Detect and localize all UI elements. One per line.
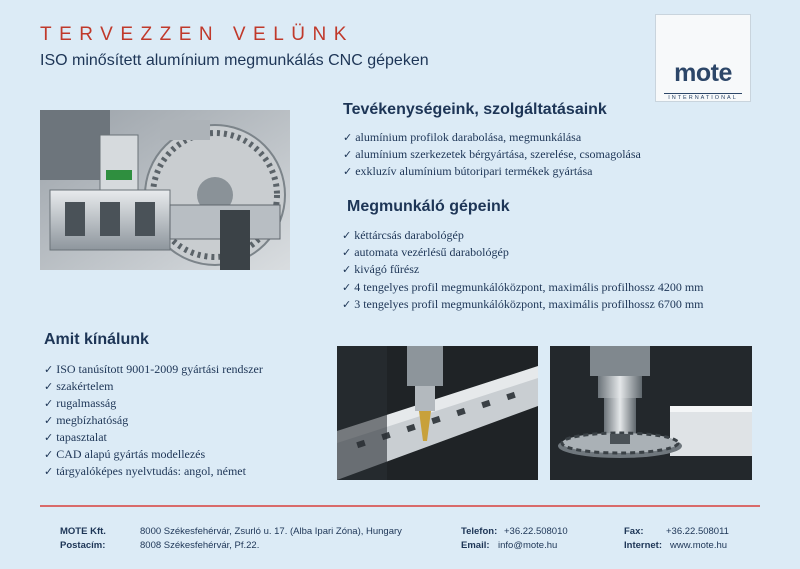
check-icon: ✓ <box>44 380 54 393</box>
list-item: ✓ 4 tengelyes profil megmunkálóközpont, maximális profilhossz 4200 mm <box>342 279 704 294</box>
check-icon: ✓ <box>44 465 54 478</box>
check-icon: ✓ <box>343 131 353 144</box>
footer-divider <box>40 505 760 507</box>
subtitle: ISO minősített alumínium megmunkálás CNC gépeken <box>40 52 429 69</box>
check-icon: ✓ <box>44 448 54 461</box>
footer-postal-label: Postacím: <box>60 540 106 551</box>
check-icon: ✓ <box>44 414 54 427</box>
footer-postal-address: 8008 Székesfehérvár, Pf.22. <box>140 540 260 551</box>
list-item: ✓ kivágó fűrész <box>342 262 420 277</box>
footer-email-link[interactable]: info@mote.hu <box>498 540 558 551</box>
check-icon: ✓ <box>342 246 352 260</box>
check-icon: ✓ <box>44 363 54 376</box>
check-icon: ✓ <box>343 165 353 179</box>
check-icon: ✓ <box>44 397 54 410</box>
footer-internet-label: Internet: <box>624 540 662 551</box>
check-icon: ✓ <box>342 263 352 277</box>
offer-title: Amit kínálunk <box>44 331 149 348</box>
machines-section <box>342 198 704 313</box>
check-icon: ✓ <box>44 431 54 444</box>
company-logo[interactable] <box>655 14 751 102</box>
milling-head-photo <box>550 346 752 480</box>
footer-company-address: 8000 Székesfehérvár, Zsurló u. 17. (Alba Ipari Zóna), Hungary <box>140 526 402 537</box>
list-item: ✓ CAD alapú gyártás modellezés <box>44 447 206 461</box>
footer-website-link[interactable]: www.mote.hu <box>670 540 728 551</box>
check-icon: ✓ <box>342 229 352 242</box>
footer-email-label: Email: <box>461 540 490 551</box>
offer-section <box>44 331 263 480</box>
footer-phone-label: Telefon: <box>461 526 498 537</box>
services-section <box>343 101 641 181</box>
list-item: ✓ kéttárcsás darabológép <box>342 228 464 242</box>
list-item: ✓ 3 tengelyes profil megmunkálóközpont, maximális profilhossz 6700 mm <box>342 296 704 311</box>
machines-title: Megmunkáló gépeink <box>347 198 510 215</box>
check-icon: ✓ <box>343 148 353 162</box>
check-icon: ✓ <box>342 297 352 311</box>
footer-company-label: MOTE Kft. <box>60 526 106 537</box>
list-item: ✓ exkluzív alumínium bútoripari termékek gyártása <box>343 164 593 179</box>
logo-subtitle: INTERNATIONAL <box>664 93 742 101</box>
services-title: Tevékenységeink, szolgáltatásaink <box>343 101 607 118</box>
check-icon: ✓ <box>342 280 352 294</box>
list-item: ✓ rugalmasság <box>44 396 117 410</box>
cnc-drill-photo <box>337 346 538 480</box>
logo-name: mote <box>674 59 732 87</box>
list-item: ✓ automata vezérlésű darabológép <box>342 245 509 260</box>
footer-phone-value: +36.22.508010 <box>504 526 568 537</box>
list-item: ✓ ISO tanúsított 9001-2009 gyártási rendszer <box>44 362 263 376</box>
headline: TERVEZZEN VELÜNK <box>40 24 354 45</box>
list-item: ✓ tapasztalat <box>44 430 107 444</box>
list-item: ✓ szakértelem <box>44 379 114 393</box>
footer-fax-value: +36.22.508011 <box>666 526 729 537</box>
footer-fax-label: Fax: <box>624 526 644 537</box>
list-item: ✓ alumínium profilok darabolása, megmunkálása <box>343 130 582 144</box>
saw-machine-photo <box>40 110 290 270</box>
list-item: ✓ alumínium szerkezetek bérgyártása, szerelése, csomagolása <box>343 147 641 162</box>
list-item: ✓ megbízhatóság <box>44 413 129 427</box>
list-item: ✓ tárgyalóképes nyelvtudás: angol, német <box>44 464 246 478</box>
